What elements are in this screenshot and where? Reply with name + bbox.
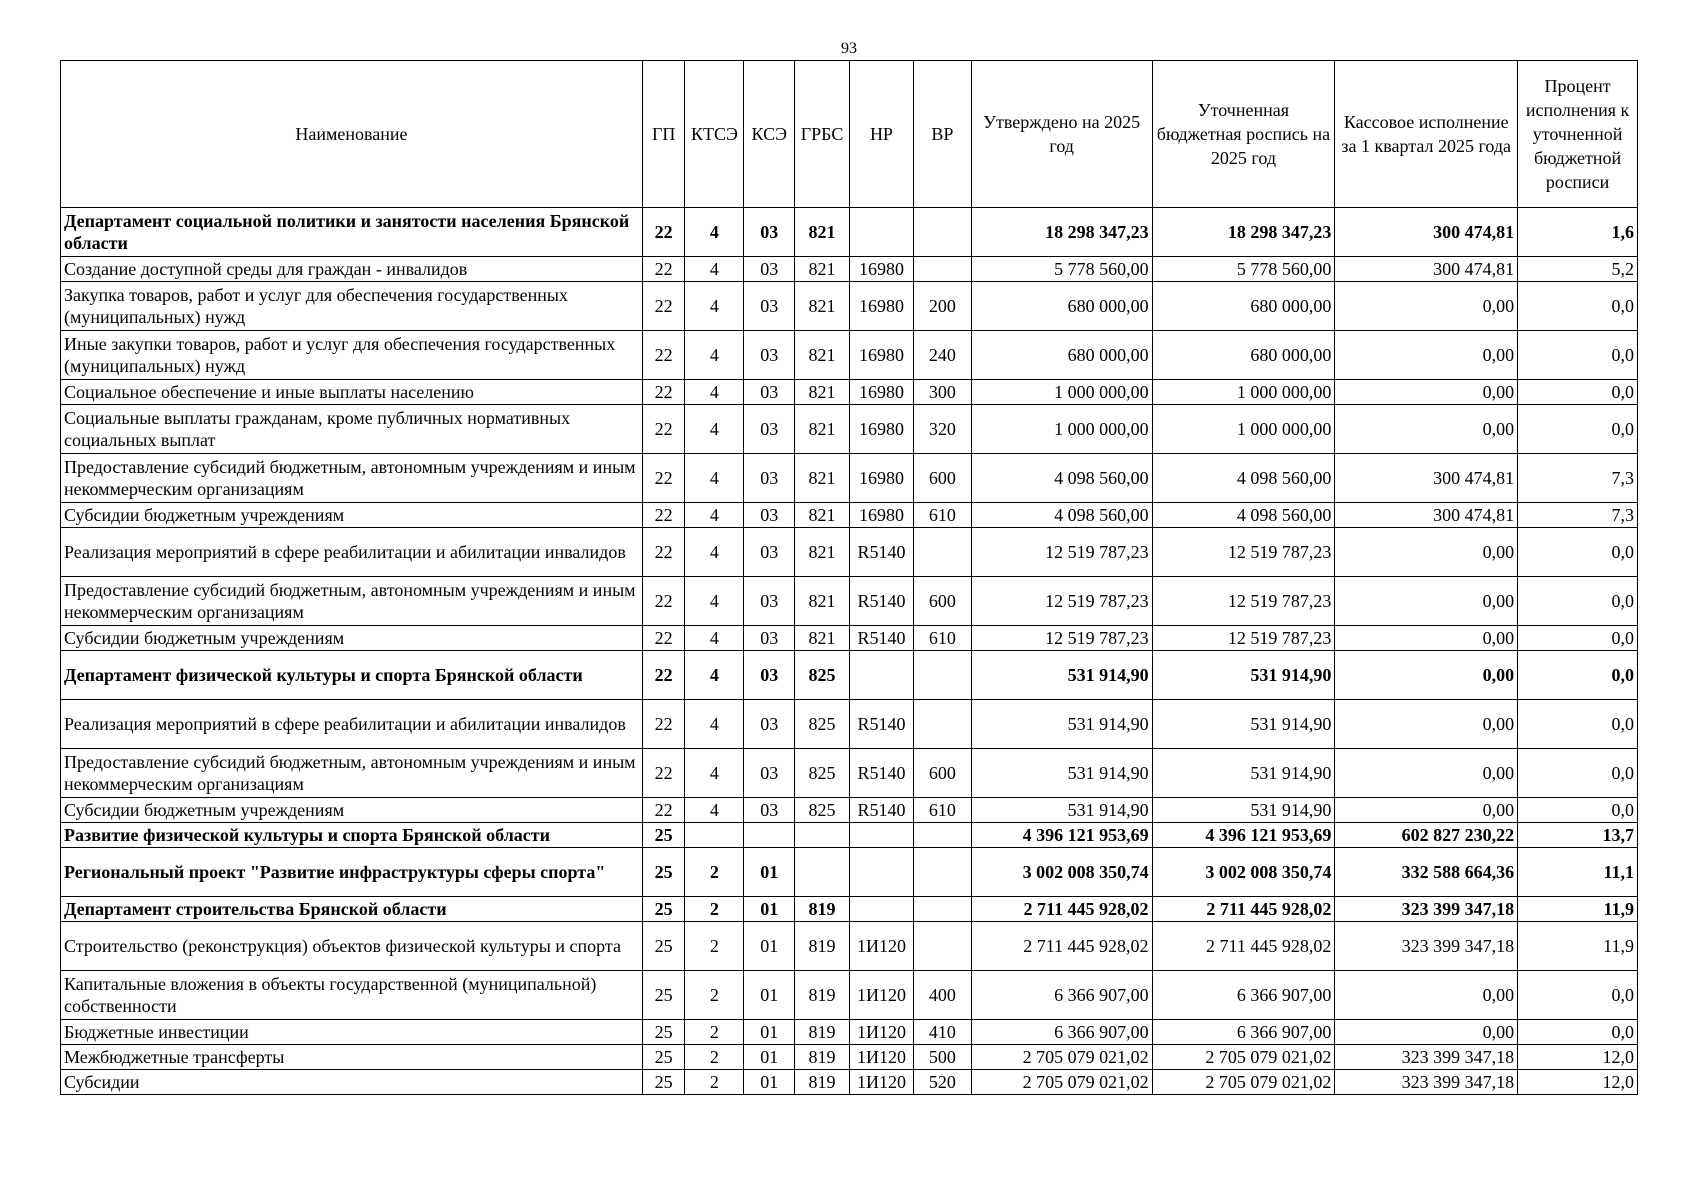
- cell-cash: 323 399 347,18: [1335, 922, 1518, 971]
- cell-ktse: 2: [685, 922, 744, 971]
- cell-approved: 680 000,00: [971, 331, 1152, 380]
- col-header-kse: КСЭ: [744, 61, 795, 208]
- cell-approved: 12 519 787,23: [971, 626, 1152, 651]
- cell-refined: 2 705 079 021,02: [1152, 1070, 1335, 1095]
- cell-approved: 531 914,90: [971, 798, 1152, 823]
- cell-vr: [913, 848, 971, 897]
- cell-refined: 2 711 445 928,02: [1152, 922, 1335, 971]
- cell-grbs: 825: [795, 798, 850, 823]
- table-row: [61, 331, 1638, 380]
- cell-kse: 01: [744, 897, 795, 922]
- cell-name: Реализация мероприятий в сфере реабилитации и абилитации инвалидов: [61, 700, 643, 749]
- cell-approved: 2 705 079 021,02: [971, 1045, 1152, 1070]
- col-header-gp: ГП: [642, 61, 685, 208]
- table-row: [61, 528, 1638, 577]
- cell-kse: 01: [744, 971, 795, 1020]
- cell-gp: 22: [642, 626, 685, 651]
- cell-cash: 0,00: [1335, 405, 1518, 454]
- cell-approved: 531 914,90: [971, 700, 1152, 749]
- budget-table: [60, 60, 1638, 1095]
- cell-grbs: 819: [795, 922, 850, 971]
- cell-kse: 03: [744, 577, 795, 626]
- cell-vr: 410: [913, 1020, 971, 1045]
- cell-approved: 531 914,90: [971, 749, 1152, 798]
- table-row: [61, 577, 1638, 626]
- cell-nr: [849, 651, 913, 700]
- table-row: [61, 798, 1638, 823]
- cell-nr: 16980: [849, 454, 913, 503]
- cell-vr: 300: [913, 380, 971, 405]
- cell-kse: 03: [744, 528, 795, 577]
- cell-cash: 300 474,81: [1335, 454, 1518, 503]
- cell-cash: 300 474,81: [1335, 257, 1518, 282]
- table-row: [61, 1045, 1638, 1070]
- cell-cash: 0,00: [1335, 971, 1518, 1020]
- cell-cash: 602 827 230,22: [1335, 823, 1518, 848]
- cell-approved: 1 000 000,00: [971, 405, 1152, 454]
- cell-refined: 4 396 121 953,69: [1152, 823, 1335, 848]
- cell-percent: 11,9: [1518, 922, 1638, 971]
- cell-grbs: 819: [795, 971, 850, 1020]
- table-row: [61, 282, 1638, 331]
- cell-refined: 5 778 560,00: [1152, 257, 1335, 282]
- table-row: [61, 208, 1638, 257]
- cell-grbs: 819: [795, 1045, 850, 1070]
- cell-vr: [913, 651, 971, 700]
- cell-kse: 01: [744, 922, 795, 971]
- cell-grbs: 821: [795, 577, 850, 626]
- cell-gp: 25: [642, 971, 685, 1020]
- cell-approved: 12 519 787,23: [971, 528, 1152, 577]
- cell-gp: 25: [642, 922, 685, 971]
- cell-approved: 1 000 000,00: [971, 380, 1152, 405]
- cell-approved: 6 366 907,00: [971, 1020, 1152, 1045]
- col-header-vr: ВР: [913, 61, 971, 208]
- cell-cash: 0,00: [1335, 798, 1518, 823]
- cell-gp: 25: [642, 848, 685, 897]
- cell-nr: R5140: [849, 626, 913, 651]
- header-row: [61, 61, 1638, 208]
- cell-grbs: 821: [795, 503, 850, 528]
- cell-approved: 4 098 560,00: [971, 454, 1152, 503]
- cell-nr: 16980: [849, 282, 913, 331]
- cell-name: Строительство (реконструкция) объектов физической культуры и спорта: [61, 922, 643, 971]
- cell-percent: 0,0: [1518, 749, 1638, 798]
- cell-vr: [913, 528, 971, 577]
- cell-percent: 13,7: [1518, 823, 1638, 848]
- cell-grbs: 821: [795, 208, 850, 257]
- cell-ktse: 2: [685, 897, 744, 922]
- cell-kse: 01: [744, 1020, 795, 1045]
- cell-grbs: 819: [795, 1070, 850, 1095]
- cell-ktse: 4: [685, 798, 744, 823]
- table-row: [61, 971, 1638, 1020]
- cell-gp: 22: [642, 454, 685, 503]
- cell-refined: 18 298 347,23: [1152, 208, 1335, 257]
- cell-kse: 03: [744, 700, 795, 749]
- cell-ktse: [685, 823, 744, 848]
- cell-approved: 531 914,90: [971, 651, 1152, 700]
- cell-kse: [744, 823, 795, 848]
- cell-kse: 03: [744, 798, 795, 823]
- cell-name: Иные закупки товаров, работ и услуг для обеспечения государственных (муниципальных) нужд: [61, 331, 643, 380]
- cell-name: Реализация мероприятий в сфере реабилитации и абилитации инвалидов: [61, 528, 643, 577]
- cell-percent: 0,0: [1518, 405, 1638, 454]
- cell-kse: 03: [744, 282, 795, 331]
- col-header-percent: Процент исполнения к уточненной бюджетной росписи: [1518, 61, 1638, 208]
- cell-nr: 16980: [849, 503, 913, 528]
- cell-gp: 22: [642, 282, 685, 331]
- cell-kse: 03: [744, 651, 795, 700]
- cell-vr: 500: [913, 1045, 971, 1070]
- cell-nr: R5140: [849, 749, 913, 798]
- cell-grbs: 825: [795, 749, 850, 798]
- cell-gp: 22: [642, 577, 685, 626]
- cell-nr: 1И120: [849, 1045, 913, 1070]
- cell-kse: 01: [744, 848, 795, 897]
- cell-gp: 25: [642, 1020, 685, 1045]
- cell-refined: 531 914,90: [1152, 798, 1335, 823]
- cell-gp: 22: [642, 503, 685, 528]
- col-header-name: Наименование: [61, 61, 643, 208]
- cell-approved: 680 000,00: [971, 282, 1152, 331]
- cell-kse: 03: [744, 749, 795, 798]
- cell-kse: 03: [744, 208, 795, 257]
- cell-cash: 0,00: [1335, 700, 1518, 749]
- cell-refined: 12 519 787,23: [1152, 577, 1335, 626]
- cell-refined: 12 519 787,23: [1152, 626, 1335, 651]
- cell-nr: 16980: [849, 331, 913, 380]
- cell-kse: 01: [744, 1045, 795, 1070]
- cell-refined: 1 000 000,00: [1152, 380, 1335, 405]
- cell-percent: 0,0: [1518, 380, 1638, 405]
- cell-name: Создание доступной среды для граждан - инвалидов: [61, 257, 643, 282]
- cell-ktse: 4: [685, 528, 744, 577]
- cell-ktse: 4: [685, 380, 744, 405]
- cell-nr: [849, 897, 913, 922]
- cell-cash: 300 474,81: [1335, 503, 1518, 528]
- cell-ktse: 2: [685, 1045, 744, 1070]
- cell-kse: 03: [744, 331, 795, 380]
- cell-percent: 0,0: [1518, 528, 1638, 577]
- cell-nr: R5140: [849, 528, 913, 577]
- cell-grbs: [795, 823, 850, 848]
- cell-percent: 0,0: [1518, 577, 1638, 626]
- col-header-refined: Уточненная бюджетная роспись на 2025 год: [1152, 61, 1335, 208]
- cell-ktse: 2: [685, 848, 744, 897]
- col-header-grbs: ГРБС: [795, 61, 850, 208]
- cell-ktse: 4: [685, 208, 744, 257]
- cell-grbs: [795, 848, 850, 897]
- cell-refined: 3 002 008 350,74: [1152, 848, 1335, 897]
- cell-percent: 11,9: [1518, 897, 1638, 922]
- cell-cash: 0,00: [1335, 331, 1518, 380]
- cell-vr: 600: [913, 577, 971, 626]
- cell-percent: 0,0: [1518, 331, 1638, 380]
- cell-nr: 1И120: [849, 1020, 913, 1045]
- cell-approved: 5 778 560,00: [971, 257, 1152, 282]
- table-row: [61, 749, 1638, 798]
- cell-grbs: 821: [795, 331, 850, 380]
- cell-cash: 332 588 664,36: [1335, 848, 1518, 897]
- cell-ktse: 4: [685, 405, 744, 454]
- cell-cash: 0,00: [1335, 380, 1518, 405]
- cell-percent: 12,0: [1518, 1045, 1638, 1070]
- cell-nr: [849, 848, 913, 897]
- cell-grbs: 825: [795, 651, 850, 700]
- cell-cash: 323 399 347,18: [1335, 1045, 1518, 1070]
- cell-cash: 323 399 347,18: [1335, 897, 1518, 922]
- cell-grbs: 821: [795, 528, 850, 577]
- table-row: [61, 1070, 1638, 1095]
- cell-refined: 12 519 787,23: [1152, 528, 1335, 577]
- table-row: [61, 823, 1638, 848]
- cell-vr: [913, 823, 971, 848]
- cell-gp: 22: [642, 405, 685, 454]
- cell-name: Предоставление субсидий бюджетным, автономным учреждениям и иным некоммерческим организациям: [61, 749, 643, 798]
- cell-refined: 531 914,90: [1152, 700, 1335, 749]
- cell-nr: [849, 208, 913, 257]
- cell-vr: [913, 897, 971, 922]
- cell-name: Социальные выплаты гражданам, кроме публичных нормативных социальных выплат: [61, 405, 643, 454]
- cell-nr: 16980: [849, 380, 913, 405]
- table-row: [61, 405, 1638, 454]
- cell-ktse: 4: [685, 577, 744, 626]
- cell-approved: 3 002 008 350,74: [971, 848, 1152, 897]
- cell-gp: 25: [642, 1070, 685, 1095]
- cell-nr: 16980: [849, 405, 913, 454]
- cell-vr: 610: [913, 503, 971, 528]
- cell-percent: 11,1: [1518, 848, 1638, 897]
- cell-refined: 6 366 907,00: [1152, 1020, 1335, 1045]
- cell-vr: 600: [913, 749, 971, 798]
- cell-name: Развитие физической культуры и спорта Брянской области: [61, 823, 643, 848]
- cell-refined: 2 705 079 021,02: [1152, 1045, 1335, 1070]
- cell-gp: 22: [642, 528, 685, 577]
- cell-name: Региональный проект "Развитие инфраструктуры сферы спорта": [61, 848, 643, 897]
- cell-kse: 01: [744, 1070, 795, 1095]
- cell-percent: 0,0: [1518, 700, 1638, 749]
- cell-nr: R5140: [849, 700, 913, 749]
- cell-percent: 1,6: [1518, 208, 1638, 257]
- cell-ktse: 4: [685, 626, 744, 651]
- cell-grbs: 825: [795, 700, 850, 749]
- cell-name: Предоставление субсидий бюджетным, автономным учреждениям и иным некоммерческим организациям: [61, 577, 643, 626]
- cell-gp: 25: [642, 823, 685, 848]
- cell-approved: 2 711 445 928,02: [971, 922, 1152, 971]
- cell-name: Департамент строительства Брянской области: [61, 897, 643, 922]
- cell-refined: 680 000,00: [1152, 282, 1335, 331]
- cell-gp: 22: [642, 651, 685, 700]
- cell-vr: 200: [913, 282, 971, 331]
- cell-refined: 4 098 560,00: [1152, 454, 1335, 503]
- cell-kse: 03: [744, 405, 795, 454]
- cell-vr: 520: [913, 1070, 971, 1095]
- cell-nr: R5140: [849, 798, 913, 823]
- cell-kse: 03: [744, 380, 795, 405]
- cell-approved: 12 519 787,23: [971, 577, 1152, 626]
- cell-ktse: 4: [685, 651, 744, 700]
- cell-cash: 0,00: [1335, 1020, 1518, 1045]
- cell-grbs: 819: [795, 897, 850, 922]
- cell-refined: 680 000,00: [1152, 331, 1335, 380]
- cell-percent: 0,0: [1518, 626, 1638, 651]
- cell-grbs: 821: [795, 380, 850, 405]
- col-header-approved: Утверждено на 2025 год: [971, 61, 1152, 208]
- cell-refined: 1 000 000,00: [1152, 405, 1335, 454]
- cell-nr: 1И120: [849, 1070, 913, 1095]
- cell-name: Субсидии бюджетным учреждениям: [61, 798, 643, 823]
- cell-grbs: 821: [795, 405, 850, 454]
- cell-gp: 22: [642, 380, 685, 405]
- cell-percent: 0,0: [1518, 971, 1638, 1020]
- cell-name: Бюджетные инвестиции: [61, 1020, 643, 1045]
- cell-name: Межбюджетные трансферты: [61, 1045, 643, 1070]
- cell-grbs: 821: [795, 282, 850, 331]
- cell-cash: 300 474,81: [1335, 208, 1518, 257]
- col-header-nr: НР: [849, 61, 913, 208]
- cell-approved: 6 366 907,00: [971, 971, 1152, 1020]
- cell-cash: 0,00: [1335, 282, 1518, 331]
- table-row: [61, 897, 1638, 922]
- cell-kse: 03: [744, 257, 795, 282]
- table-row: [61, 257, 1638, 282]
- col-header-ktse: КТСЭ: [685, 61, 744, 208]
- cell-nr: 16980: [849, 257, 913, 282]
- cell-percent: 0,0: [1518, 1020, 1638, 1045]
- cell-vr: [913, 922, 971, 971]
- cell-vr: [913, 700, 971, 749]
- cell-vr: 320: [913, 405, 971, 454]
- cell-gp: 22: [642, 331, 685, 380]
- cell-name: Департамент физической культуры и спорта Брянской области: [61, 651, 643, 700]
- cell-cash: 0,00: [1335, 651, 1518, 700]
- cell-refined: 4 098 560,00: [1152, 503, 1335, 528]
- cell-kse: 03: [744, 454, 795, 503]
- cell-nr: 1И120: [849, 922, 913, 971]
- cell-nr: [849, 823, 913, 848]
- cell-refined: 531 914,90: [1152, 651, 1335, 700]
- table-row: [61, 380, 1638, 405]
- cell-ktse: 4: [685, 503, 744, 528]
- table-row: [61, 848, 1638, 897]
- cell-percent: 5,2: [1518, 257, 1638, 282]
- cell-vr: 400: [913, 971, 971, 1020]
- cell-ktse: 2: [685, 971, 744, 1020]
- cell-percent: 7,3: [1518, 503, 1638, 528]
- cell-cash: 0,00: [1335, 528, 1518, 577]
- cell-grbs: 821: [795, 454, 850, 503]
- cell-gp: 22: [642, 749, 685, 798]
- cell-vr: [913, 208, 971, 257]
- cell-nr: R5140: [849, 577, 913, 626]
- cell-vr: 240: [913, 331, 971, 380]
- table-row: [61, 651, 1638, 700]
- cell-percent: 0,0: [1518, 282, 1638, 331]
- table-row: [61, 1020, 1638, 1045]
- cell-kse: 03: [744, 626, 795, 651]
- cell-approved: 18 298 347,23: [971, 208, 1152, 257]
- cell-approved: 2 711 445 928,02: [971, 897, 1152, 922]
- cell-ktse: 4: [685, 282, 744, 331]
- cell-name: Департамент социальной политики и занятости населения Брянской области: [61, 208, 643, 257]
- cell-ktse: 4: [685, 749, 744, 798]
- cell-vr: 600: [913, 454, 971, 503]
- cell-name: Субсидии бюджетным учреждениям: [61, 626, 643, 651]
- cell-gp: 25: [642, 897, 685, 922]
- col-header-cash: Кассовое исполнение за 1 квартал 2025 года: [1335, 61, 1518, 208]
- cell-approved: 4 396 121 953,69: [971, 823, 1152, 848]
- cell-vr: 610: [913, 626, 971, 651]
- cell-vr: [913, 257, 971, 282]
- cell-gp: 22: [642, 798, 685, 823]
- cell-approved: 2 705 079 021,02: [971, 1070, 1152, 1095]
- cell-name: Закупка товаров, работ и услуг для обеспечения государственных (муниципальных) нужд: [61, 282, 643, 331]
- cell-refined: 531 914,90: [1152, 749, 1335, 798]
- cell-percent: 12,0: [1518, 1070, 1638, 1095]
- cell-grbs: 819: [795, 1020, 850, 1045]
- table-row: [61, 700, 1638, 749]
- cell-gp: 25: [642, 1045, 685, 1070]
- cell-name: Социальное обеспечение и иные выплаты населению: [61, 380, 643, 405]
- table-row: [61, 454, 1638, 503]
- cell-grbs: 821: [795, 257, 850, 282]
- cell-cash: 0,00: [1335, 749, 1518, 798]
- cell-cash: 323 399 347,18: [1335, 1070, 1518, 1095]
- cell-ktse: 2: [685, 1070, 744, 1095]
- cell-refined: 6 366 907,00: [1152, 971, 1335, 1020]
- cell-ktse: 4: [685, 700, 744, 749]
- table-row: [61, 503, 1638, 528]
- cell-name: Субсидии: [61, 1070, 643, 1095]
- cell-vr: 610: [913, 798, 971, 823]
- cell-percent: 0,0: [1518, 651, 1638, 700]
- page-number: 93: [841, 40, 857, 57]
- cell-name: Капитальные вложения в объекты государственной (муниципальной) собственности: [61, 971, 643, 1020]
- cell-nr: 1И120: [849, 971, 913, 1020]
- table-row: [61, 922, 1638, 971]
- cell-ktse: 4: [685, 257, 744, 282]
- cell-percent: 7,3: [1518, 454, 1638, 503]
- cell-grbs: 821: [795, 626, 850, 651]
- cell-ktse: 2: [685, 1020, 744, 1045]
- cell-percent: 0,0: [1518, 798, 1638, 823]
- cell-cash: 0,00: [1335, 577, 1518, 626]
- cell-refined: 2 711 445 928,02: [1152, 897, 1335, 922]
- cell-gp: 22: [642, 208, 685, 257]
- cell-gp: 22: [642, 700, 685, 749]
- cell-gp: 22: [642, 257, 685, 282]
- cell-ktse: 4: [685, 331, 744, 380]
- cell-approved: 4 098 560,00: [971, 503, 1152, 528]
- cell-kse: 03: [744, 503, 795, 528]
- cell-cash: 0,00: [1335, 626, 1518, 651]
- cell-ktse: 4: [685, 454, 744, 503]
- cell-name: Предоставление субсидий бюджетным, автономным учреждениям и иным некоммерческим организациям: [61, 454, 643, 503]
- table-row: [61, 626, 1638, 651]
- cell-name: Субсидии бюджетным учреждениям: [61, 503, 643, 528]
